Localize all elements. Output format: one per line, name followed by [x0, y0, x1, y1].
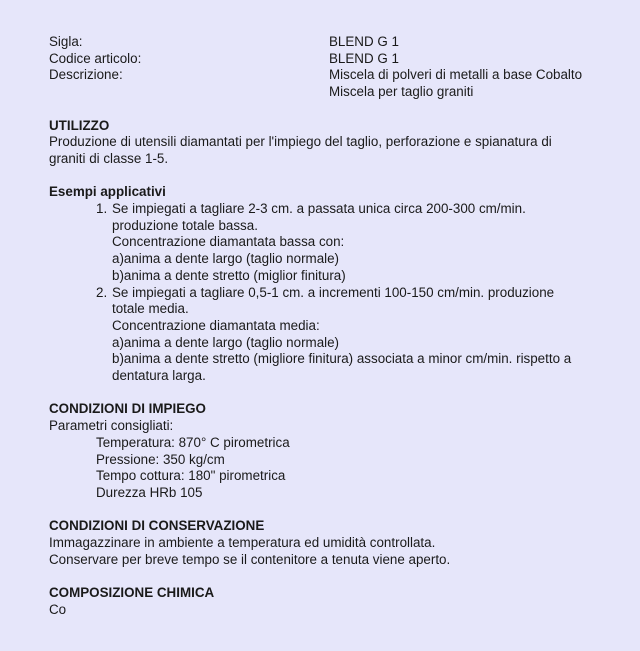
composizione-value: Co [49, 601, 67, 617]
esempi-item-1-line-1: Se impiegati a tagliare 2-3 cm. a passata unica circa 200-300 cm/min. [112, 201, 526, 216]
descrizione-label: Descrizione: [49, 67, 123, 83]
esempi-item-2-line-1: Se impiegati a tagliare 0,5-1 cm. a incrementi 100-150 cm/min. produzione [112, 284, 555, 300]
codice-row [49, 51, 640, 68]
conservazione-text-1: Immagazzinare in ambiente a temperatura ed umidità controllata. [49, 535, 436, 551]
param-tempo-cottura: Tempo cottura: 180" pirometrica [96, 468, 286, 484]
impiego-section [49, 401, 640, 501]
esempi-section [49, 184, 640, 384]
esempi-item-2-line-4: a)anima a dente largo (taglio normale) [112, 334, 340, 350]
descrizione-value-2: Miscela per taglio graniti [329, 84, 474, 100]
codice-value: BLEND G 1 [329, 50, 399, 66]
utilizzo-text-2: graniti di classe 1-5. [49, 150, 169, 166]
impiego-title: CONDIZIONI DI IMPIEGO [49, 401, 206, 417]
conservazione-text-2: Conservare per breve tempo se il contenitore a tenuta viene aperto. [49, 551, 451, 567]
utilizzo-section [49, 118, 640, 168]
impiego-intro: Parametri consigliati: [49, 418, 174, 434]
sigla-label: Sigla: [49, 34, 83, 49]
param-temperatura: Temperatura: 870° C pirometrica [96, 434, 290, 450]
descrizione-row [49, 67, 640, 84]
esempi-item-2-line-3: Concentrazione diamantata media: [112, 317, 320, 333]
esempi-item-1-line-3: Concentrazione diamantata bassa con: [112, 234, 345, 250]
composizione-title: COMPOSIZIONE CHIMICA [49, 585, 215, 601]
esempi-item-1-line-4: a)anima a dente largo (taglio normale) [112, 251, 340, 267]
esempi-item-2-number: 2. [96, 284, 108, 300]
param-pressione: Pressione: 350 kg/cm [96, 451, 225, 467]
param-durezza: Durezza HRb 105 [96, 484, 203, 500]
esempi-item-2-line-2: totale media. [112, 301, 189, 317]
composizione-section [49, 585, 640, 618]
header-block [49, 34, 640, 101]
esempi-item-2-line-6: dentatura larga. [112, 368, 206, 384]
esempi-title: Esempi applicativi [49, 184, 166, 200]
esempi-item-1-number: 1. [96, 201, 108, 216]
descrizione-row-2 [49, 84, 640, 101]
sigla-value: BLEND G 1 [329, 34, 399, 49]
esempi-item-1-line-2: produzione totale bassa. [112, 217, 258, 233]
utilizzo-text-1: Produzione di utensili diamantati per l'impiego del taglio, perforazione e spianatura di [49, 134, 552, 150]
esempi-item-1-line-5: b)anima a dente stretto (miglior finitura) [112, 267, 346, 283]
sigla-row [49, 34, 640, 51]
conservazione-title: CONDIZIONI DI CONSERVAZIONE [49, 518, 265, 534]
codice-label: Codice articolo: [49, 50, 142, 66]
esempi-item-1 [49, 201, 640, 218]
esempi-item-2 [49, 285, 640, 302]
esempi-item-2-line-5: b)anima a dente stretto (migliore finitura) associata a minor cm/min. rispetto a [112, 351, 572, 367]
conservazione-section [49, 518, 640, 568]
descrizione-value-1: Miscela di polveri di metalli a base Cobalto [329, 67, 583, 83]
utilizzo-title: UTILIZZO [49, 117, 110, 133]
